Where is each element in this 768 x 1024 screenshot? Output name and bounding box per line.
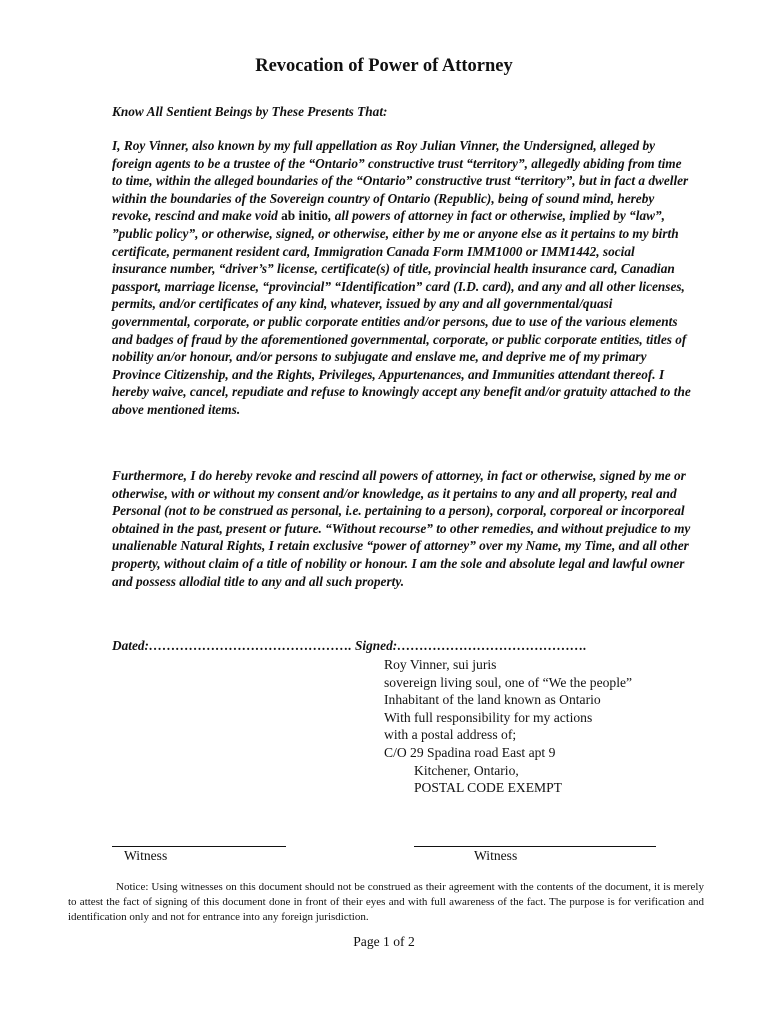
signed-label: Signed:…………………………………….	[355, 638, 587, 653]
document-title: Revocation of Power of Attorney	[255, 56, 513, 76]
signer-name: Roy Vinner, sui juris	[384, 657, 497, 672]
witness-label-right: Witness	[474, 848, 518, 863]
ab-initio-term: ab initio	[281, 208, 329, 224]
address-line-3: POSTAL CODE EXEMPT	[414, 780, 562, 796]
paragraph-1-text-b: , all powers of attorney in fact or otherwise, implied by “law”, ”public policy”, or otherwise, signed, or otherwise, either by me or anyone else as it pertains to my birth certificate, permanent resident card, Immigration Canada Form IMM1000 or IMM1442, social insurance number, “driver’s” license, certificate(s) of title, provincial health insurance card, Canadian passport, marriage license, “provincial” “Identification” card (I.D. card), and any and all other licenses, permits, and/or certificates of any kind, whatever, issued by any and all governmental/quasi governmental, corporate, or public corporate entities and/or persons, due to use of the various elements and badges of fraud by the aforementioned governmental, corporate, or public corporate entities, titles of nobility an/or honour, and/or persons to subjugate and enslave me, and deprive me of my primary Province Citizenship, and the Rights, Privileges, Appurtenances, and Immunities attendant thereof. I hereby waive, cancel, repudiate and refuse to knowingly accept any benefit and/or gratuity attached to the above mentioned items.	[112, 208, 691, 417]
signer-line-2: sovereign living soul, one of “We the people”	[384, 674, 633, 690]
address-line-1: C/O 29 Spadina road East apt 9	[384, 744, 556, 760]
witness-signature-line-left	[112, 846, 286, 847]
page-number: Page 1 of 2	[353, 934, 415, 949]
revocation-paragraph-2: Furthermore, I do hereby revoke and rescind all powers of attorney, in fact or otherwise, signed by me or otherwise, with or without my consent and/or knowledge, as it pertains to any and all property, real and Personal (not to be construed as personal, i.e. pertaining to a person), corporal, corporeal or incorporeal obtained in the past, present or future. “Without recourse” to other remedies, and without prejudice to my unalienable Natural Rights, I retain exclusive “power of attorney” over my Name, my Time, and all other property, without claim of a title of nobility or honour. I am the sole and absolute legal and lawful owner and possess allodial title to any and all such property.	[112, 468, 691, 589]
witness-label-left: Witness	[124, 848, 168, 863]
dated-label: Dated:……………………………………….	[112, 638, 352, 653]
address-line-2: Kitchener, Ontario,	[414, 762, 519, 778]
signer-line-5: with a postal address of;	[384, 727, 517, 743]
salutation: Know All Sentient Beings by These Presents That:	[112, 104, 388, 119]
signer-line-4: With full responsibility for my actions	[384, 709, 593, 725]
witness-notice: Notice: Using witnesses on this document should not be construed as their agreement with the contents of the document, it is merely to attest the fact of signing of this document done in front of their eyes and with full awareness of the fact. The purpose is for verification and identification only and not for entrance into any foreign jurisdiction.	[68, 881, 704, 923]
revocation-paragraph-1	[112, 137, 692, 419]
paragraph-1-text-a: I, Roy Vinner, also known by my full appellation as Roy Julian Vinner, the Undersigned, alleged by foreign agents to be a trustee of the “Ontario” constructive trust “territory”, allegedly abiding from time to time, within the alleged boundaries of the “Ontario” constructive trust “territory”, but in fact a dweller within the boundaries of the Sovereign country of Ontario (Republic), being of sound mind, hereby revoke, rescind and make void	[112, 138, 689, 224]
dated-signed-line	[112, 637, 587, 655]
signature-block	[384, 656, 714, 797]
signer-line-3: Inhabitant of the land known as Ontario	[384, 692, 601, 708]
witness-signature-line-right	[414, 846, 656, 847]
